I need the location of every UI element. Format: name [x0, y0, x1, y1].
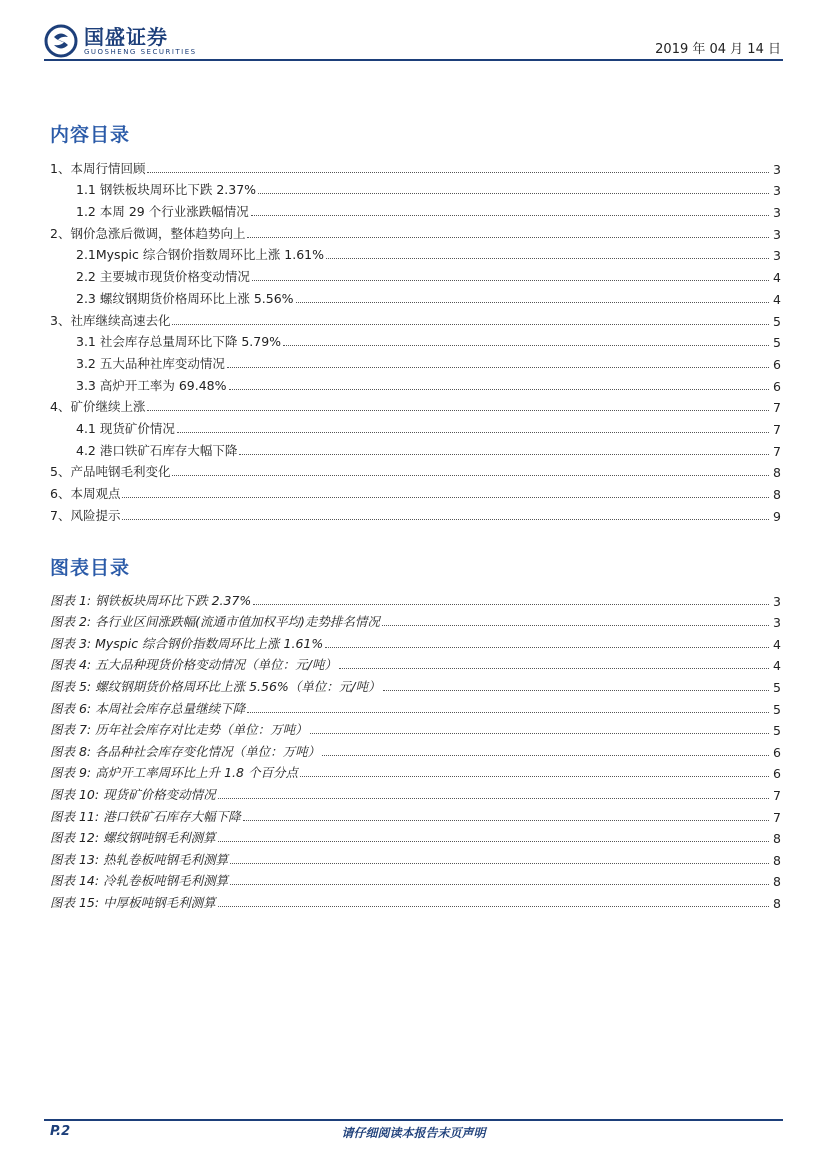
toc-entry[interactable]: [50, 220, 781, 242]
entry-label: 6、本周观点: [50, 486, 121, 501]
entry-page-number: 7: [773, 787, 781, 803]
toc-entry[interactable]: [50, 198, 781, 220]
figures-title: 图表目录: [50, 557, 131, 579]
dot-leader: [147, 410, 769, 411]
toc-entry[interactable]: [50, 480, 781, 502]
header-divider: [44, 59, 783, 61]
toc-entry[interactable]: [50, 285, 781, 307]
entry-page-number: 6: [773, 744, 781, 760]
company-logo: [44, 24, 197, 58]
entry-page-number: 3: [773, 248, 781, 264]
entry-label: 图表 4: 五大品种现货价格变动情况（单位：元/吨）: [50, 657, 337, 673]
entry-label: 图表 15: 中厚板吨钢毛利测算: [50, 894, 216, 910]
figure-entry[interactable]: [50, 587, 781, 609]
dot-leader: [326, 258, 769, 259]
entry-label: 1.1 钢铁板块周环比下跌 2.37%: [76, 182, 257, 198]
entry-label: 4.1 现货矿价情况: [76, 420, 175, 436]
entry-page-number: 8: [773, 852, 781, 868]
toc-entry[interactable]: [50, 372, 781, 394]
figure-entry[interactable]: [50, 673, 781, 695]
dot-leader: [253, 604, 769, 605]
toc-entry[interactable]: [50, 394, 781, 416]
entry-label: 4.2 港口铁矿石库存大幅下降: [76, 442, 238, 458]
dot-leader: [322, 755, 769, 756]
entry-label: 图表 13: 热轧卷板吨钢毛利测算: [50, 851, 229, 867]
toc-entry[interactable]: [50, 415, 781, 437]
entry-label: 图表 2: 各行业区间涨跌幅(流通市值加权平均)走势排名情况: [50, 614, 380, 630]
entry-page-number: 5: [773, 701, 781, 717]
dot-leader: [283, 345, 769, 346]
entry-page-number: 8: [773, 874, 781, 890]
entry-page-number: 4: [773, 291, 781, 307]
entry-page-number: 7: [773, 443, 781, 459]
toc-entry[interactable]: [50, 502, 781, 524]
entry-label: 图表 11: 港口铁矿石库存大幅下降: [50, 808, 241, 824]
entry-page-number: 5: [773, 313, 781, 329]
guosheng-logo-icon: [44, 24, 78, 58]
entry-page-number: 3: [773, 615, 781, 631]
entry-label: 2.2 主要城市现货价格变动情况: [76, 269, 250, 285]
dot-leader: [300, 776, 769, 777]
page-header: [44, 22, 783, 62]
toc-entry[interactable]: [50, 459, 781, 481]
toc-entry[interactable]: [50, 437, 781, 459]
dot-leader: [227, 367, 769, 368]
dot-leader: [239, 454, 769, 455]
figure-entry[interactable]: [50, 652, 781, 674]
entry-page-number: 3: [773, 205, 781, 221]
entry-page-number: 5: [773, 679, 781, 695]
entry-label: 2、钢价急涨后微调，整体趋势向上: [50, 225, 246, 241]
entry-label: 图表 1: 钢铁板块周环比下跌 2.37%: [50, 592, 252, 608]
entry-label: 7、风险提示: [50, 507, 121, 523]
entry-label: 4、矿价继续上涨: [50, 399, 146, 415]
figure-entry[interactable]: [50, 781, 781, 803]
figure-entry[interactable]: [50, 609, 781, 631]
toc-entry[interactable]: [50, 155, 781, 177]
figure-entry[interactable]: [50, 803, 781, 825]
entry-page-number: 3: [773, 161, 781, 177]
footer-disclaimer: 请仔细阅读本报告末页声明: [341, 1126, 486, 1140]
entry-label: 图表 12: 螺纹钢吨钢毛利测算: [50, 830, 216, 846]
entry-page-number: 3: [773, 226, 781, 242]
dot-leader: [230, 863, 769, 864]
entry-label: 1、本周行情回顾: [50, 160, 146, 176]
entry-label: 图表 10: 现货矿价格变动情况: [50, 786, 216, 802]
figure-entry[interactable]: [50, 630, 781, 652]
logo-chinese-name: 国盛证券: [84, 24, 168, 49]
entry-label: 图表 9: 高炉开工率周环比上升 1.8 个百分点: [50, 765, 298, 781]
toc-entry[interactable]: [50, 263, 781, 285]
figure-entry[interactable]: [50, 825, 781, 847]
entry-page-number: 4: [773, 658, 781, 674]
dot-leader: [147, 172, 769, 173]
entry-label: 图表 7: 历年社会库存对比走势（单位：万吨）: [50, 722, 308, 738]
dot-leader: [383, 690, 770, 691]
dot-leader: [218, 841, 769, 842]
footer-divider: [44, 1119, 783, 1121]
entry-label: 2.3 螺纹钢期货价格周环比上涨 5.56%: [76, 290, 294, 306]
dot-leader: [247, 237, 769, 238]
entry-page-number: 7: [773, 809, 781, 825]
entry-page-number: 6: [773, 378, 781, 394]
dot-leader: [218, 906, 769, 907]
figure-entry[interactable]: [50, 760, 781, 782]
entry-page-number: 4: [773, 636, 781, 652]
report-date: 2019 年 04 月 14 日: [655, 42, 781, 57]
entry-label: 3.1 社会库存总量周环比下降 5.79%: [76, 334, 282, 350]
entry-label: 1.2 本周 29 个行业涨跌幅情况: [76, 204, 249, 220]
figure-entry[interactable]: [50, 738, 781, 760]
dot-leader: [172, 324, 769, 325]
figure-entry[interactable]: [50, 717, 781, 739]
figures-list: [50, 587, 781, 911]
dot-leader: [172, 475, 769, 476]
entry-label: 图表 5: 螺纹钢期货价格周环比上涨 5.56%（单位：元/吨）: [50, 678, 381, 694]
dot-leader: [247, 712, 769, 713]
entry-page-number: 5: [773, 335, 781, 351]
entry-page-number: 6: [773, 766, 781, 782]
dot-leader: [122, 497, 769, 498]
logo-english-name: GUOSHENG SECURITIES: [84, 47, 197, 56]
dot-leader: [325, 647, 769, 648]
entry-page-number: 6: [773, 356, 781, 372]
entry-page-number: 7: [773, 421, 781, 437]
entry-label: 2.1Myspic 综合钢价指数周环比上涨 1.61%: [76, 247, 325, 263]
dot-leader: [339, 668, 769, 669]
entry-page-number: 4: [773, 270, 781, 286]
dot-leader: [258, 193, 769, 194]
dot-leader: [243, 820, 769, 821]
entry-label: 图表 3: Myspic 综合钢价指数周环比上涨 1.61%: [50, 635, 324, 651]
entry-label: 5、产品吨钢毛利变化: [50, 464, 171, 480]
entry-page-number: 8: [773, 831, 781, 847]
contents-title: 内容目录: [50, 124, 131, 146]
figure-entry[interactable]: [50, 868, 781, 890]
toc-entry[interactable]: [50, 307, 781, 329]
entry-page-number: 8: [773, 895, 781, 911]
entry-page-number: 3: [773, 183, 781, 199]
dot-leader: [251, 215, 769, 216]
entry-page-number: 5: [773, 723, 781, 739]
page-number: P.2: [50, 1124, 71, 1139]
entry-label: 图表 6: 本周社会库存总量继续下降: [50, 700, 246, 716]
entry-page-number: 7: [773, 400, 781, 416]
toc-entry[interactable]: [50, 350, 781, 372]
dot-leader: [177, 432, 769, 433]
entry-label: 3、社库继续高速去化: [50, 312, 171, 328]
toc-entry[interactable]: [50, 177, 781, 199]
dot-leader: [310, 733, 769, 734]
entry-label: 3.3 高炉开工率为 69.48%: [76, 377, 227, 393]
dot-leader: [382, 625, 769, 626]
entry-page-number: 8: [773, 465, 781, 481]
entry-page-number: 9: [773, 508, 781, 524]
figure-entry[interactable]: [50, 846, 781, 868]
dot-leader: [252, 280, 769, 281]
dot-leader: [296, 302, 770, 303]
entry-label: 图表 8: 各品种社会库存变化情况（单位：万吨）: [50, 743, 321, 759]
toc-entry[interactable]: [50, 329, 781, 351]
dot-leader: [122, 519, 769, 520]
entry-label: 图表 14: 冷轧卷板吨钢毛利测算: [50, 873, 229, 889]
dot-leader: [218, 798, 769, 799]
contents-list: [50, 155, 781, 524]
dot-leader: [230, 884, 769, 885]
toc-entry[interactable]: [50, 242, 781, 264]
entry-page-number: 3: [773, 593, 781, 609]
figure-entry[interactable]: [50, 889, 781, 911]
figure-entry[interactable]: [50, 695, 781, 717]
dot-leader: [229, 389, 770, 390]
entry-label: 3.2 五大品种社库变动情况: [76, 355, 225, 371]
entry-page-number: 8: [773, 487, 781, 502]
